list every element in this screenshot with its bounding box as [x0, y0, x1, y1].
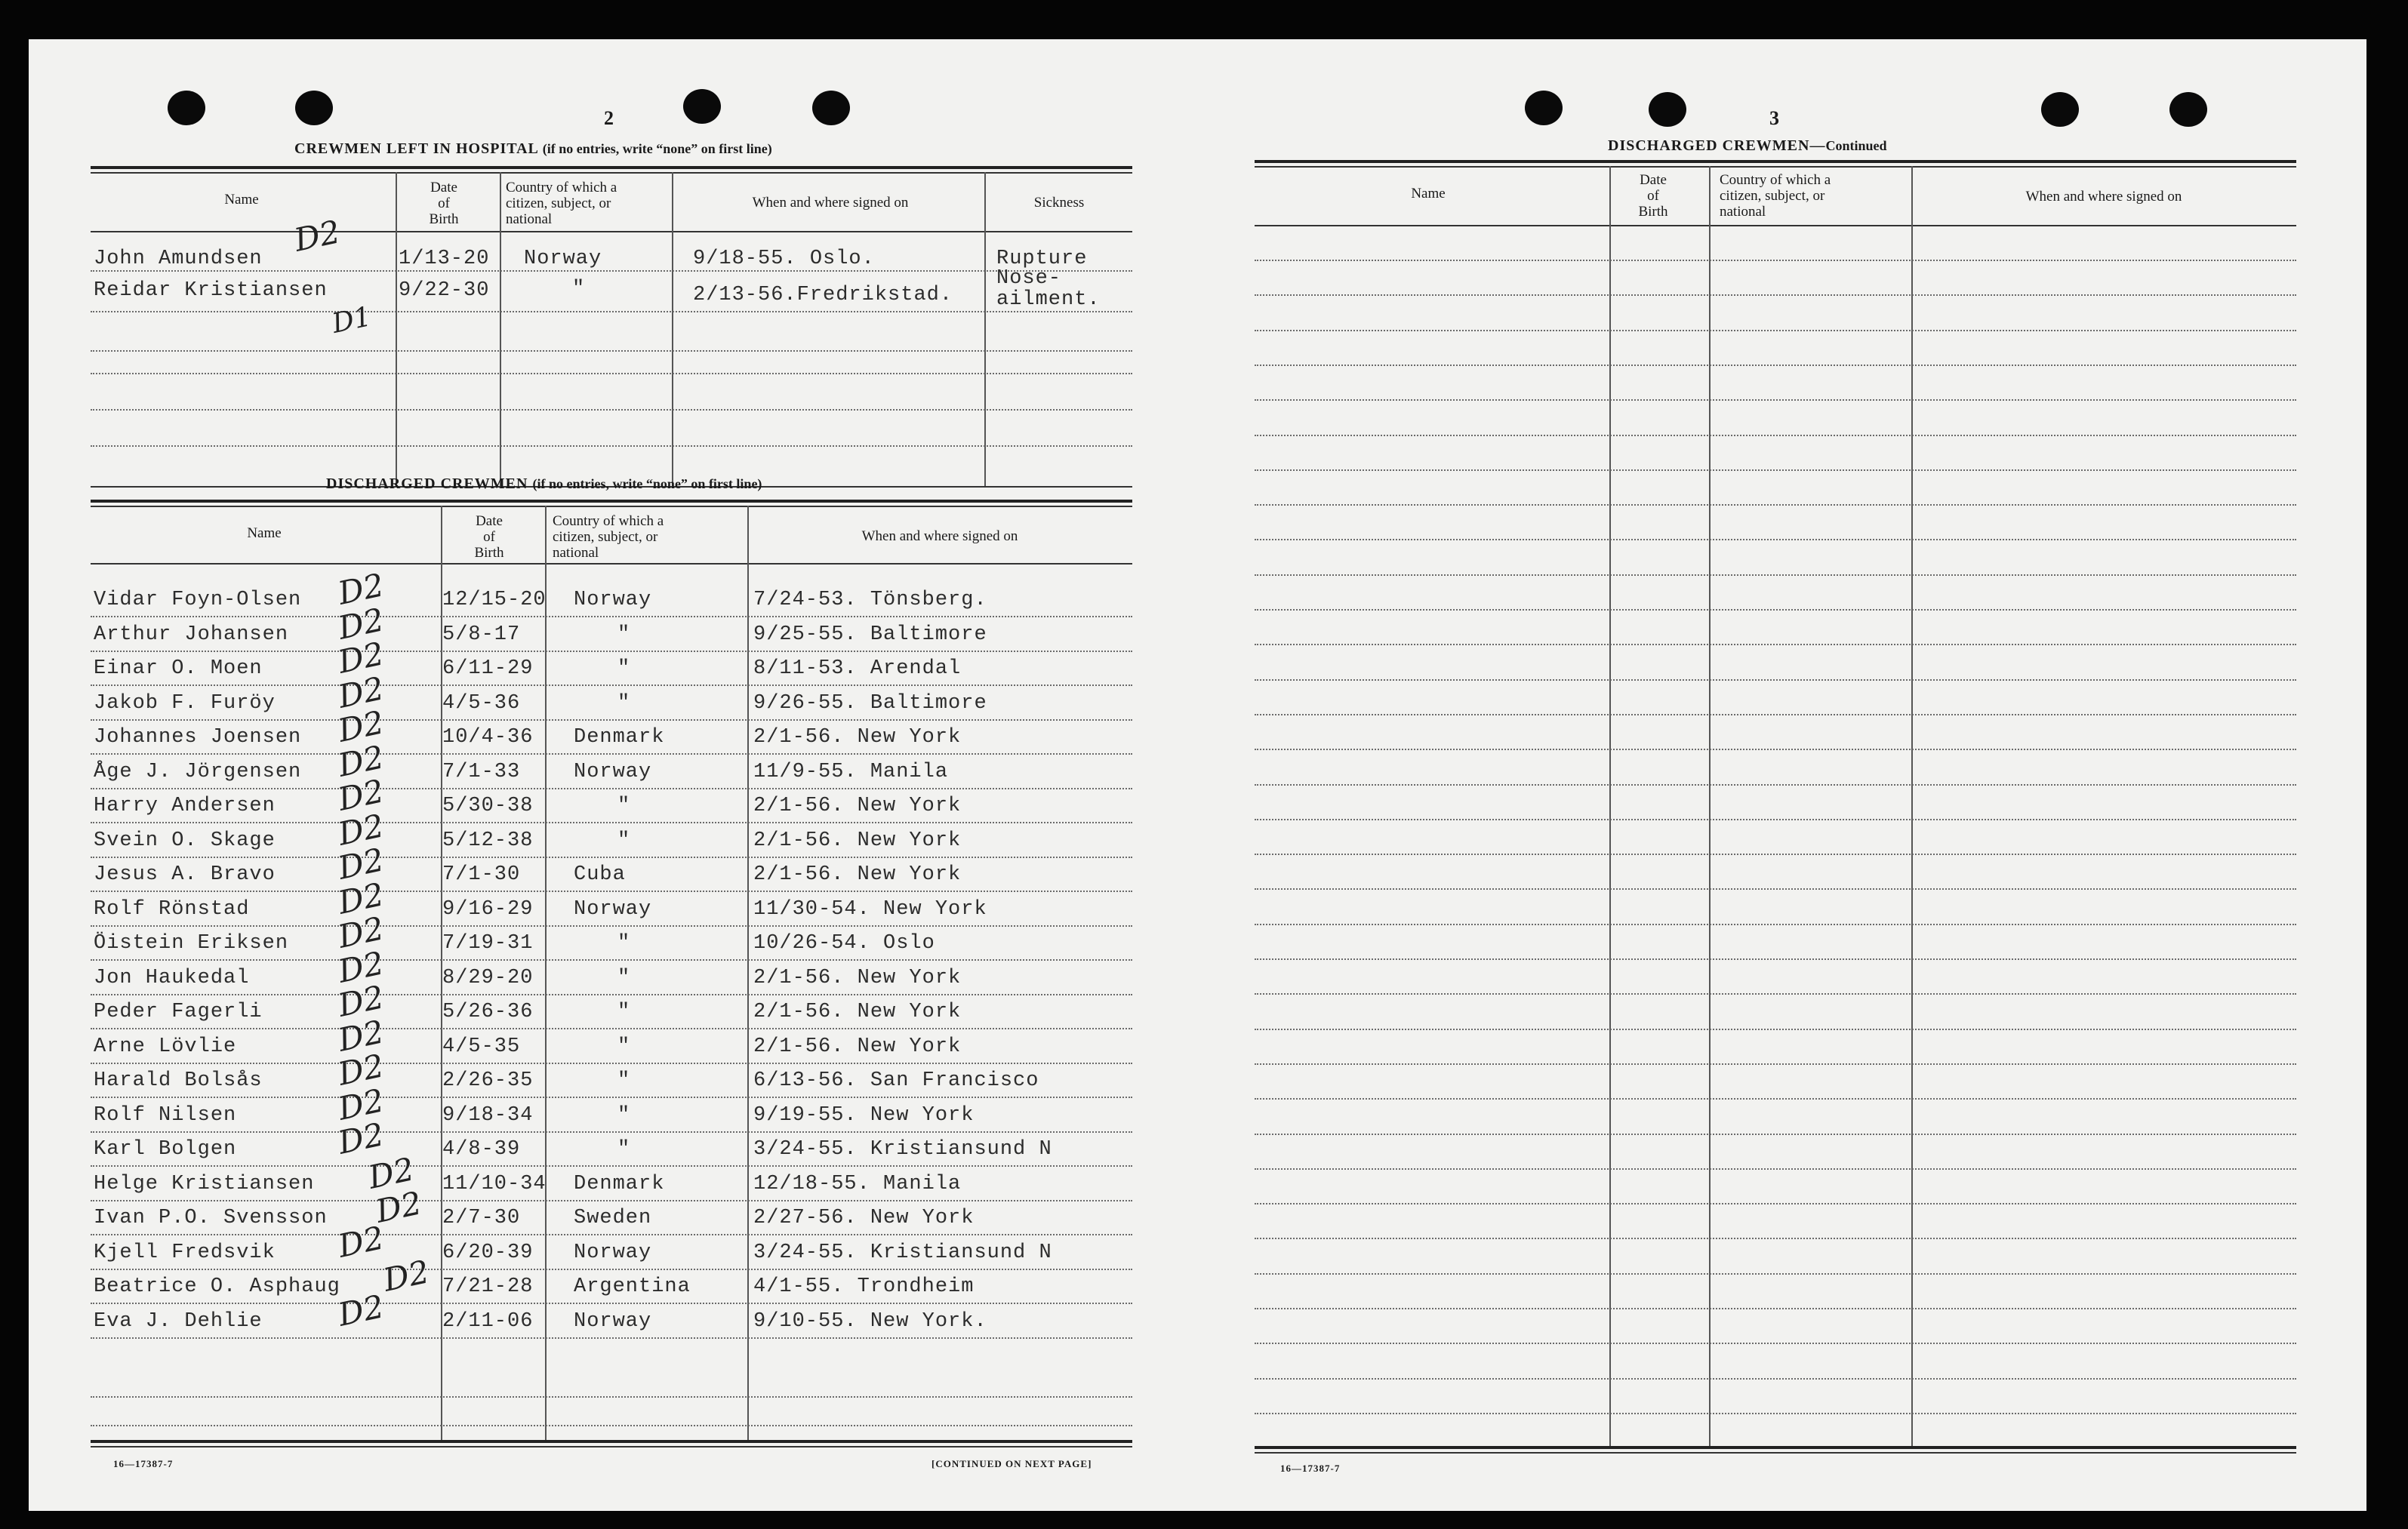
hospital-title-text: CREWMEN LEFT IN HOSPITAL	[294, 140, 538, 157]
discharged-row-signed: 2/1-56. New York	[753, 1035, 962, 1058]
discharged-row-dob: 4/5-35	[442, 1035, 521, 1058]
row-line	[91, 685, 1132, 686]
discharged-row-mark: D2	[334, 1219, 387, 1265]
hospital-row-2-signed: 2/13-56.Fredrikstad.	[693, 284, 953, 306]
rule	[1255, 166, 2296, 168]
page-number-right: 3	[1769, 107, 1779, 129]
discharged-row-dob: 2/11-06	[442, 1310, 534, 1333]
rule	[1255, 1446, 2296, 1449]
discharged-row-mark: D2	[334, 978, 387, 1024]
discharged-row-country: "	[617, 1104, 631, 1127]
row-line	[1255, 1029, 2296, 1030]
row-line	[91, 1234, 1132, 1235]
header-line: national	[506, 211, 553, 227]
form-number-left: 16—17387-7	[113, 1458, 174, 1469]
discharged-row-signed: 2/1-56. New York	[753, 967, 962, 989]
header-line: Date	[1640, 172, 1667, 188]
discharged-row-signed: 11/30-54. New York	[753, 898, 987, 921]
header-line: Date	[476, 513, 503, 529]
discharged-row-signed: 9/19-55. New York	[753, 1104, 975, 1127]
continued-note: [CONTINUED ON NEXT PAGE]	[931, 1458, 1092, 1469]
rule	[91, 563, 1132, 565]
discharged-row-dob: 4/5-36	[442, 692, 521, 715]
rule	[91, 1446, 1132, 1447]
discharged-row-signed: 2/1-56. New York	[753, 726, 962, 749]
row-line	[1255, 1273, 2296, 1275]
punch-hole	[168, 91, 205, 125]
column-divider	[984, 172, 986, 488]
discharged-row-mark: D2	[334, 944, 387, 990]
discharged-row-mark: D2	[365, 1150, 417, 1196]
header-line: of	[438, 195, 450, 211]
row-line	[91, 651, 1132, 652]
discharged-row-name: Helge Kristiansen	[94, 1173, 315, 1195]
rule	[1255, 160, 2296, 163]
header-line: citizen, subject, or	[553, 529, 658, 545]
row-line	[91, 857, 1132, 858]
discharged-row-name: Jesus A. Bravo	[94, 863, 276, 886]
discharged-row-name: Johannes Joensen	[94, 726, 302, 749]
row-line	[1255, 888, 2296, 890]
discharged-row-name: Arthur Johansen	[94, 623, 289, 646]
form-number-right: 16—17387-7	[1280, 1463, 1341, 1474]
discharged-row-mark: D2	[334, 1115, 387, 1161]
continued-title-text: DISCHARGED CREWMEN—	[1608, 137, 1826, 154]
discharged-row-mark: D2	[380, 1253, 433, 1299]
discharged-row-mark: D2	[334, 669, 387, 715]
discharged-row-mark: D2	[334, 703, 387, 749]
discharged-row-dob: 4/8-39	[442, 1138, 521, 1161]
discharged-row-mark: D2	[334, 635, 387, 681]
discharged-title-note: (if no entries, write “none” on first line)	[532, 476, 762, 491]
discharged-row-dob: 5/8-17	[442, 623, 521, 646]
row-line	[91, 270, 1132, 272]
rule	[1255, 1452, 2296, 1454]
header-line: of	[483, 529, 495, 545]
hospital-row-1-name: John Amundsen	[94, 248, 263, 270]
discharged-row-country: Denmark	[574, 1173, 665, 1195]
header-line: Birth	[1638, 204, 1668, 220]
discharged-row-name: Jakob F. Furöy	[94, 692, 276, 715]
discharged-row-signed: 7/24-53. Tönsberg.	[753, 589, 987, 611]
row-line	[91, 1028, 1132, 1029]
row-line	[1255, 1203, 2296, 1204]
discharged-row-dob: 7/19-31	[442, 932, 534, 955]
hospital-row-1-mark: D2	[291, 213, 343, 259]
discharged-row-mark: D2	[334, 909, 387, 955]
hospital-row-2-name: Reidar Kristiansen	[94, 279, 328, 302]
discharged-row-signed: 9/10-55. New York.	[753, 1310, 987, 1333]
discharged-row-dob: 7/1-30	[442, 863, 521, 886]
discharged-row-country: "	[617, 692, 631, 715]
row-line	[91, 1200, 1132, 1201]
discharged-header-dob	[436, 513, 542, 561]
row-line	[91, 1396, 1132, 1398]
row-line	[1255, 679, 2296, 681]
discharged-row-name: Vidar Foyn-Olsen	[94, 589, 302, 611]
row-line	[1255, 1168, 2296, 1170]
hospital-row-1-dob: 1/13-20	[399, 248, 490, 270]
discharged-row-signed: 3/24-55. Kristiansund N	[753, 1138, 1052, 1161]
punch-hole	[2041, 92, 2079, 127]
discharged-row-name: Öistein Eriksen	[94, 932, 289, 955]
continued-title-suffix: Continued	[1825, 138, 1887, 153]
discharged-row-dob: 5/26-36	[442, 1001, 534, 1023]
discharged-row-country: "	[617, 657, 631, 680]
row-line	[91, 1337, 1132, 1339]
row-line	[1255, 749, 2296, 750]
rule	[1255, 225, 2296, 226]
discharged-row-mark: D2	[334, 738, 387, 784]
row-line	[91, 445, 1132, 447]
discharged-row-mark: D2	[334, 1287, 387, 1334]
row-line	[1255, 365, 2296, 366]
column-divider	[747, 506, 749, 1441]
discharged-row-signed: 2/1-56. New York	[753, 863, 962, 886]
row-line	[91, 822, 1132, 823]
rule	[91, 231, 1132, 232]
discharged-row-country: "	[617, 1069, 631, 1092]
column-divider	[500, 172, 501, 488]
row-line	[91, 1097, 1132, 1098]
row-line	[1255, 924, 2296, 925]
discharged-row-name: Harald Bolsås	[94, 1069, 263, 1092]
row-line	[91, 753, 1132, 755]
row-line	[91, 409, 1132, 411]
row-line	[91, 1425, 1132, 1426]
discharged-row-country: "	[617, 1138, 631, 1161]
row-line	[1255, 574, 2296, 576]
header-line: national	[553, 545, 599, 561]
row-line	[91, 311, 1132, 312]
row-line	[1255, 1238, 2296, 1239]
header-line: Country of which a	[1720, 172, 1831, 188]
hospital-row-2-dob: 9/22-30	[399, 279, 490, 302]
hospital-row-1-sickness: Rupture	[996, 248, 1088, 270]
discharged-row-name: Karl Bolgen	[94, 1138, 237, 1161]
header-line: Country of which a	[506, 180, 617, 195]
discharged-row-mark: D2	[334, 1081, 387, 1128]
discharged-row-dob: 10/4-36	[442, 726, 534, 749]
discharged-row-country: "	[617, 967, 631, 989]
discharged-row-country: Norway	[574, 1310, 652, 1333]
discharged-section-title	[326, 475, 762, 493]
discharged-row-country: "	[617, 829, 631, 852]
right-header-name: Name	[1411, 186, 1446, 202]
discharged-row-mark: D2	[334, 566, 387, 612]
discharged-row-country: "	[617, 932, 631, 955]
rule	[91, 166, 1132, 169]
discharged-row-country: "	[617, 1001, 631, 1023]
rule	[91, 500, 1132, 503]
header-line: Date	[430, 180, 457, 195]
discharged-row-country: "	[617, 623, 631, 646]
discharged-row-dob: 6/20-39	[442, 1241, 534, 1264]
discharged-row-mark: D2	[334, 772, 387, 818]
discharged-row-country: Argentina	[574, 1275, 691, 1298]
row-line	[91, 1303, 1132, 1304]
continued-section-title	[1608, 137, 1887, 155]
row-line	[1255, 1063, 2296, 1065]
right-header-signed: When and where signed on	[2025, 189, 2182, 205]
discharged-row-dob: 8/29-20	[442, 967, 534, 989]
discharged-row-name: Ivan P.O. Svensson	[94, 1207, 328, 1229]
hospital-header-signed: When and where signed on	[752, 195, 909, 211]
discharged-row-mark: D2	[334, 601, 387, 647]
discharged-row-country: Sweden	[574, 1207, 652, 1229]
row-line	[1255, 1378, 2296, 1380]
row-line	[1255, 609, 2296, 611]
hospital-section-title	[294, 140, 772, 158]
discharged-row-signed: 8/11-53. Arendal	[753, 657, 962, 680]
rule	[91, 506, 1132, 507]
discharged-row-mark: D2	[334, 1047, 387, 1093]
row-line	[1255, 330, 2296, 331]
discharged-row-country: "	[617, 795, 631, 817]
hospital-row-2-sickness-cont: ailment.	[996, 288, 1101, 311]
hospital-title-note: (if no entries, write “none” on first line)	[542, 141, 772, 156]
discharged-row-country: Cuba	[574, 863, 626, 886]
column-divider	[1609, 166, 1611, 1449]
discharged-row-dob: 5/30-38	[442, 795, 534, 817]
row-line	[91, 891, 1132, 892]
discharged-row-dob: 2/7-30	[442, 1207, 521, 1229]
discharged-row-dob: 6/11-29	[442, 657, 534, 680]
row-line	[1255, 504, 2296, 506]
discharged-row-dob: 11/10-34	[442, 1173, 547, 1195]
discharged-row-country: Denmark	[574, 726, 665, 749]
hospital-row-2-mark: D1	[329, 301, 374, 340]
header-line: citizen, subject, or	[506, 195, 611, 211]
discharged-row-country: "	[617, 1035, 631, 1058]
row-line	[1255, 260, 2296, 261]
row-line	[91, 1269, 1132, 1270]
header-line: of	[1647, 188, 1659, 204]
discharged-row-mark: D2	[334, 807, 387, 853]
row-line	[1255, 993, 2296, 995]
row-line	[1255, 1413, 2296, 1414]
rule	[91, 1440, 1132, 1443]
punch-hole	[295, 91, 333, 125]
discharged-row-country: Norway	[574, 761, 652, 783]
hospital-row-2-sickness: Nose-	[996, 267, 1062, 290]
discharged-row-country: Norway	[574, 898, 652, 921]
discharged-row-signed: 4/1-55. Trondheim	[753, 1275, 975, 1298]
discharged-row-signed: 2/1-56. New York	[753, 1001, 962, 1023]
discharged-row-signed: 10/26-54. Oslo	[753, 932, 935, 955]
discharged-header-name: Name	[247, 525, 282, 541]
discharged-row-signed: 9/26-55. Baltimore	[753, 692, 987, 715]
hospital-row-2-country: "	[572, 278, 586, 300]
row-line	[91, 994, 1132, 995]
row-line	[91, 1063, 1132, 1064]
row-line	[1255, 714, 2296, 715]
row-line	[1255, 469, 2296, 471]
row-line	[1255, 294, 2296, 296]
row-line	[1255, 1343, 2296, 1344]
column-divider	[545, 506, 547, 1441]
discharged-row-name: Kjell Fredsvik	[94, 1241, 276, 1264]
row-line	[91, 1131, 1132, 1133]
column-divider	[1709, 166, 1711, 1449]
header-line: Birth	[429, 211, 459, 227]
punch-hole	[2169, 92, 2207, 127]
punch-hole	[1649, 92, 1686, 127]
discharged-row-dob: 5/12-38	[442, 829, 534, 852]
header-line: Birth	[474, 545, 504, 561]
discharged-row-signed: 2/1-56. New York	[753, 795, 962, 817]
discharged-row-name: Beatrice O. Asphaug	[94, 1275, 340, 1298]
row-line	[1255, 644, 2296, 645]
row-line	[1255, 819, 2296, 820]
discharged-row-name: Svein O. Skage	[94, 829, 276, 852]
row-line	[91, 616, 1132, 617]
discharged-row-dob: 2/26-35	[442, 1069, 534, 1092]
row-line	[1255, 1098, 2296, 1100]
row-line	[1255, 435, 2296, 436]
header-line: Country of which a	[553, 513, 664, 529]
hospital-header-dob	[391, 180, 497, 227]
discharged-row-name: Åge J. Jörgensen	[94, 761, 302, 783]
document-sheet	[29, 39, 2366, 1511]
discharged-row-name: Arne Lövlie	[94, 1035, 237, 1058]
discharged-row-country: Norway	[574, 1241, 652, 1264]
rule	[91, 172, 1132, 174]
column-divider	[1911, 166, 1913, 1449]
discharged-row-name: Jon Haukedal	[94, 967, 250, 989]
header-line: citizen, subject, or	[1720, 188, 1825, 204]
hospital-row-1-country: Norway	[524, 248, 602, 270]
row-line	[1255, 958, 2296, 960]
punch-hole	[1525, 91, 1563, 125]
discharged-row-mark: D2	[334, 1013, 387, 1059]
row-line	[91, 788, 1132, 789]
discharged-row-dob: 7/1-33	[442, 761, 521, 783]
discharged-row-dob: 7/21-28	[442, 1275, 534, 1298]
discharged-row-signed: 2/1-56. New York	[753, 829, 962, 852]
row-line	[91, 350, 1132, 352]
discharged-header-country	[553, 513, 749, 561]
row-line	[1255, 1308, 2296, 1309]
row-line	[1255, 1134, 2296, 1135]
discharged-row-mark: D2	[334, 841, 387, 887]
hospital-row-1-signed: 9/18-55. Oslo.	[693, 248, 875, 270]
discharged-row-name: Einar O. Moen	[94, 657, 263, 680]
row-line	[91, 959, 1132, 961]
discharged-row-signed: 6/13-56. San Francisco	[753, 1069, 1039, 1092]
discharged-row-dob: 9/18-34	[442, 1104, 534, 1127]
discharged-row-signed: 11/9-55. Manila	[753, 761, 949, 783]
hospital-header-country	[506, 180, 687, 227]
hospital-header-sickness: Sickness	[1033, 195, 1085, 211]
row-line	[91, 719, 1132, 721]
row-line	[91, 1165, 1132, 1167]
right-header-country	[1720, 172, 1916, 220]
column-divider	[396, 172, 397, 488]
discharged-row-signed: 2/27-56. New York	[753, 1207, 975, 1229]
discharged-row-name: Rolf Rönstad	[94, 898, 250, 921]
discharged-row-signed: 12/18-55. Manila	[753, 1173, 962, 1195]
page-number-left: 2	[604, 107, 614, 129]
row-line	[1255, 784, 2296, 786]
discharged-row-name: Harry Andersen	[94, 795, 276, 817]
row-line	[1255, 539, 2296, 540]
discharged-row-mark: D2	[372, 1184, 425, 1230]
discharged-row-dob: 9/16-29	[442, 898, 534, 921]
discharged-row-signed: 9/25-55. Baltimore	[753, 623, 987, 646]
punch-hole	[812, 91, 850, 125]
discharged-row-name: Eva J. Dehlie	[94, 1310, 263, 1333]
discharged-row-name: Rolf Nilsen	[94, 1104, 237, 1127]
discharged-row-signed: 3/24-55. Kristiansund N	[753, 1241, 1052, 1264]
row-line	[91, 373, 1132, 374]
discharged-row-country: Norway	[574, 589, 652, 611]
row-line	[1255, 399, 2296, 401]
discharged-row-mark: D2	[334, 875, 387, 921]
hospital-header-name: Name	[224, 192, 259, 208]
header-line: national	[1720, 204, 1766, 220]
row-line	[1255, 854, 2296, 855]
discharged-title-text: DISCHARGED CREWMEN	[326, 475, 528, 492]
right-header-dob	[1602, 172, 1704, 220]
punch-hole	[683, 89, 721, 124]
row-line	[91, 925, 1132, 927]
discharged-row-name: Peder Fagerli	[94, 1001, 263, 1023]
discharged-header-signed: When and where signed on	[861, 528, 1018, 544]
column-divider	[672, 172, 673, 488]
discharged-row-dob: 12/15-20	[442, 589, 547, 611]
